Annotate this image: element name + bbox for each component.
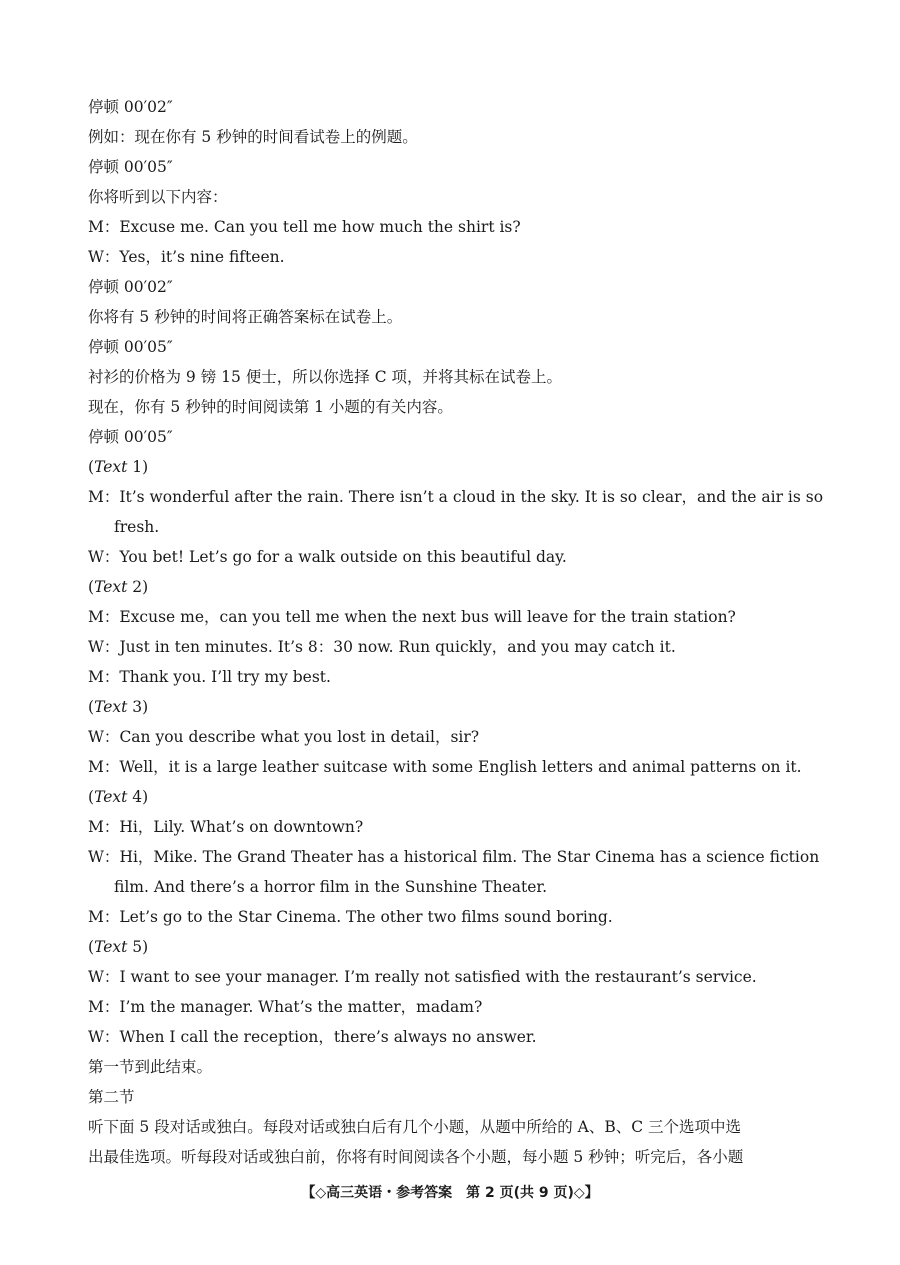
text-label-text: (Text 3) [88,698,149,716]
utterance: I’m the manager. What’s the matter，madam? [119,998,483,1016]
dialogue-line [88,662,818,692]
document-body [88,92,824,1172]
text-label-text: (Text 5) [88,938,149,956]
dialogue-line [88,482,824,512]
instructions-line-1: 听下面 5 段对话或独白。每段对话或独白后有几个小题，从题中所给的 A、B、C 三个选项中选 [88,1118,742,1136]
speaker: M： [88,608,120,626]
text-label [88,572,818,602]
example-answer-line: 衬衫的价格为 9 镑 15 便士，所以你选择 C 项，并将其标在试卷上。 [88,368,563,386]
dialogue-line [88,902,818,932]
dialogue-continuation: film. And there’s a horror film in the Sunshine Theater. [114,878,548,896]
speaker: M： [88,668,120,686]
example-dialogue-line: M：Excuse me. Can you tell me how much the shirt is? [88,218,521,236]
utterance: Just in ten minutes. It’s 8：30 now. Run quickly，and you may catch it. [119,638,676,656]
utterance: Well，it is a large leather suitcase with some English letters and animal patterns on it. [119,758,802,776]
dialogue-line [88,842,818,872]
text-label [88,452,818,482]
pause-line: 停顿 00′05″ [88,158,173,176]
utterance: I want to see your manager. I’m really not satisfied with the restaurant’s service. [119,968,757,986]
instruction-line: 现在，你有 5 秒钟的时间阅读第 1 小题的有关内容。 [88,398,453,416]
dialogue-line [88,542,818,572]
dialogue-line [88,632,818,662]
utterance: Excuse me，can you tell me when the next bus will leave for the train station? [119,608,736,626]
text-label-text: (Text 4) [88,788,149,806]
speaker: M： [88,998,120,1016]
utterance: Can you describe what you lost in detail，sir? [119,728,480,746]
dialogue-line [88,752,818,782]
utterance: It’s wonderful after the rain. There isn’t a cloud in the sky. It is so clear，and the air is so [119,488,824,506]
pause-line: 停顿 00′05″ [88,428,173,446]
speaker: M： [88,488,120,506]
dialogue-line [88,1022,818,1052]
speaker: W： [88,548,120,566]
speaker: M： [88,758,120,776]
pause-line: 停顿 00′05″ [88,338,173,356]
pause-line: 停顿 00′02″ [88,278,173,296]
dialogue-line [88,962,818,992]
instructions-line-2: 出最佳选项。听每段对话或独白前，你将有时间阅读各个小题，每小题 5 秒钟；听完后，各小题 [88,1148,744,1166]
instruction-line: 你将有 5 秒钟的时间将正确答案标在试卷上。 [88,308,403,326]
text-label [88,782,818,812]
dialogue-continuation: fresh. [114,518,160,536]
dialogue-line [88,722,818,752]
text-label [88,692,818,722]
text-label-text: (Text 1) [88,458,149,476]
speaker: M： [88,818,120,836]
utterance: Let’s go to the Star Cinema. The other two films sound boring. [119,908,613,926]
speaker: W： [88,638,120,656]
speaker: M： [88,908,120,926]
utterance: When I call the reception，there’s always no answer. [119,1028,537,1046]
speaker: W： [88,1028,120,1046]
pause-line: 停顿 00′02″ [88,98,173,116]
speaker: W： [88,848,120,866]
utterance: Hi，Mike. The Grand Theater has a historical film. The Star Cinema has a science fiction [119,848,820,866]
utterance: You bet! Let’s go for a walk outside on this beautiful day. [119,548,567,566]
dialogue-line [88,602,818,632]
utterance: Thank you. I’ll try my best. [119,668,331,686]
utterance: Hi，Lily. What’s on downtown? [119,818,364,836]
dialogue-line [88,992,818,1022]
section-end: 第一节到此结束。 [88,1058,213,1076]
text-label-text: (Text 2) [88,578,149,596]
section-heading: 第二节 [88,1088,135,1106]
text-label [88,932,818,962]
dialogue-line [88,812,818,842]
speaker: W： [88,728,120,746]
intro-line: 你将听到以下内容： [88,188,228,206]
speaker: W： [88,968,120,986]
example-line: 例如：现在你有 5 秒钟的时间看试卷上的例题。 [88,128,418,146]
page-footer: 【◇高三英语・参考答案 第 2 页(共 9 页)◇】 [301,1185,599,1201]
example-dialogue-line: W：Yes，it’s nine fifteen. [88,248,285,266]
